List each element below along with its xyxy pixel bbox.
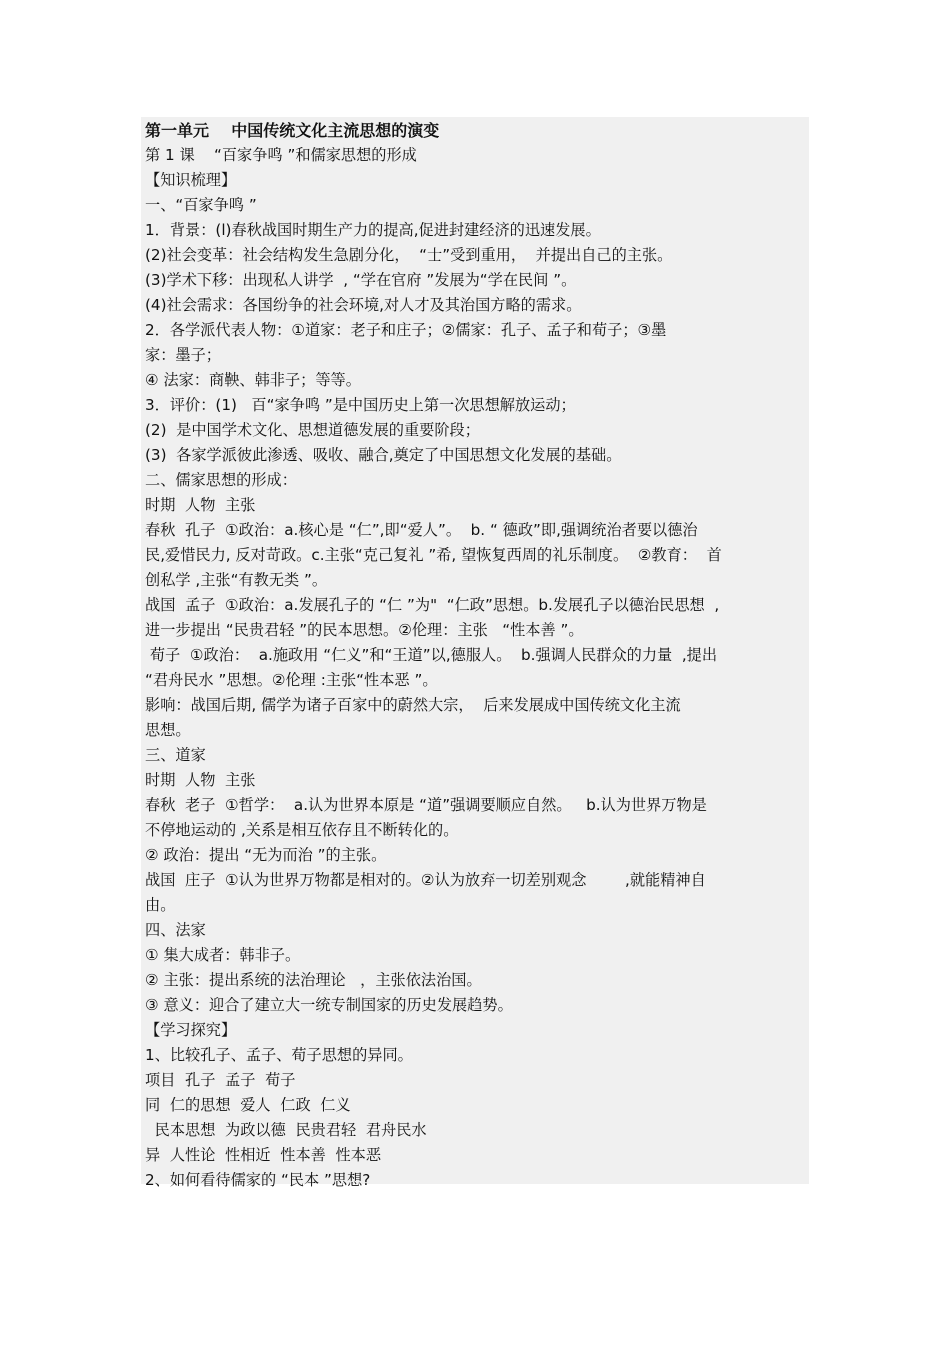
section-heading: 一、“百家争鸣 ”	[145, 196, 257, 214]
table-header: 时期 人物 主张	[145, 771, 256, 789]
section-heading: 三、道家	[145, 746, 206, 764]
text-line: ④ 法家：商鞅、韩非子；等等。	[145, 371, 361, 389]
text-line: 2．各学派代表人物：①道家：老子和庄子；②儒家：孔子、孟子和荀子；③墨	[145, 321, 667, 339]
table-row: 异 人性论 性相近 性本善 性本恶	[145, 1146, 382, 1164]
unit-title: 第一单元 中国传统文化主流思想的演变	[145, 121, 440, 140]
text-line: 家：墨子；	[145, 346, 221, 364]
lesson-title: 第 1 课 “百家争鸣 ”和儒家思想的形成	[145, 146, 417, 164]
text-line: 由。	[145, 896, 176, 914]
table-header: 项目 孔子 孟子 荀子	[145, 1071, 296, 1089]
text-line: 战国 孟子 ①政治：a.发展孔子的 “仁 ”为" “仁政”思想。b.发展孔子以德治民思想 ,	[145, 596, 720, 614]
section-heading: 【学习探究】	[145, 1021, 237, 1039]
text-line: (4)社会需求：各国纷争的社会环境,对人才及其治国方略的需求。	[145, 296, 582, 314]
text-line: 1、比较孔子、孟子、荀子思想的异同。	[145, 1046, 413, 1064]
text-line: “君舟民水 ”思想。②伦理 :主张“性本恶 ”。	[145, 671, 438, 689]
text-line: 创私学 ,主张“有教无类 ”。	[145, 571, 328, 589]
section-heading: 二、儒家思想的形成：	[145, 471, 297, 489]
section-heading: 四、法家	[145, 921, 206, 939]
text-line: 影响：战国后期, 儒学为诸子百家中的蔚然大宗， 后来发展成中国传统文化主流	[145, 696, 681, 714]
text-line: (3)学术下移：出现私人讲学 , “学在官府 ”发展为“学在民间 ”。	[145, 271, 577, 289]
text-line: 荀子 ①政治： a.施政用 “仁义”和“王道”以,德服人。 b.强调人民群众的力量 ,提出	[145, 646, 718, 664]
text-line: 思想。	[145, 721, 191, 739]
text-line: 1．背景：(l)春秋战国时期生产力的提高,促进封建经济的迅速发展。	[145, 221, 601, 239]
text-line: 3．评价：(1) 百“家争鸣 ”是中国历史上第一次思想解放运动；	[145, 396, 576, 414]
text-line: (2)社会变革：社会结构发生急剧分化， “士”受到重用， 并提出自己的主张。	[145, 246, 673, 264]
text-line: 战国 庄子 ①认为世界万物都是相对的。②认为放弃一切差别观念 ,就能精神自	[145, 871, 706, 889]
text-line: 春秋 孔子 ①政治：a.核心是 “仁”,即“爱人”。 b. “ 德政”即,强调统治者要以德治	[145, 521, 698, 539]
text-line: (3) 各家学派彼此渗透、吸收、融合,奠定了中国思想文化发展的基础。	[145, 446, 622, 464]
text-line: 春秋 老子 ①哲学： a.认为世界本原是 “道”强调要顺应自然。 b.认为世界万物是	[145, 796, 707, 814]
text-line: ③ 意义：迎合了建立大一统专制国家的历史发展趋势。	[145, 996, 513, 1014]
table-row: 同 仁的思想 爱人 仁政 仁义	[145, 1096, 351, 1114]
text-line: 不停地运动的 ,关系是相互依存且不断转化的。	[145, 821, 459, 839]
table-header: 时期 人物 主张	[145, 496, 256, 514]
text-line: ② 政治：提出 “无为而治 ”的主张。	[145, 846, 387, 864]
text-line: ① 集大成者：韩非子。	[145, 946, 301, 964]
text-line: 进一步提出 “民贵君轻 ”的民本思想。②伦理：主张 “性本善 ”。	[145, 621, 584, 639]
text-line: 民,爱惜民力, 反对苛政。c.主张“克己复礼 ”希, 望恢复西周的礼乐制度。 ②教育： 首	[145, 546, 722, 564]
table-row: 民本思想 为政以德 民贵君轻 君舟民水	[145, 1121, 427, 1139]
section-heading: 【知识梳理】	[145, 171, 237, 189]
text-line: 2、如何看待儒家的 “民本 ”思想?	[145, 1171, 371, 1189]
document-text	[145, 118, 807, 1193]
text-line: (2) 是中国学术文化、思想道德发展的重要阶段；	[145, 421, 480, 439]
text-line: ② 主张：提出系统的法治理论 ，主张依法治国。	[145, 971, 482, 989]
